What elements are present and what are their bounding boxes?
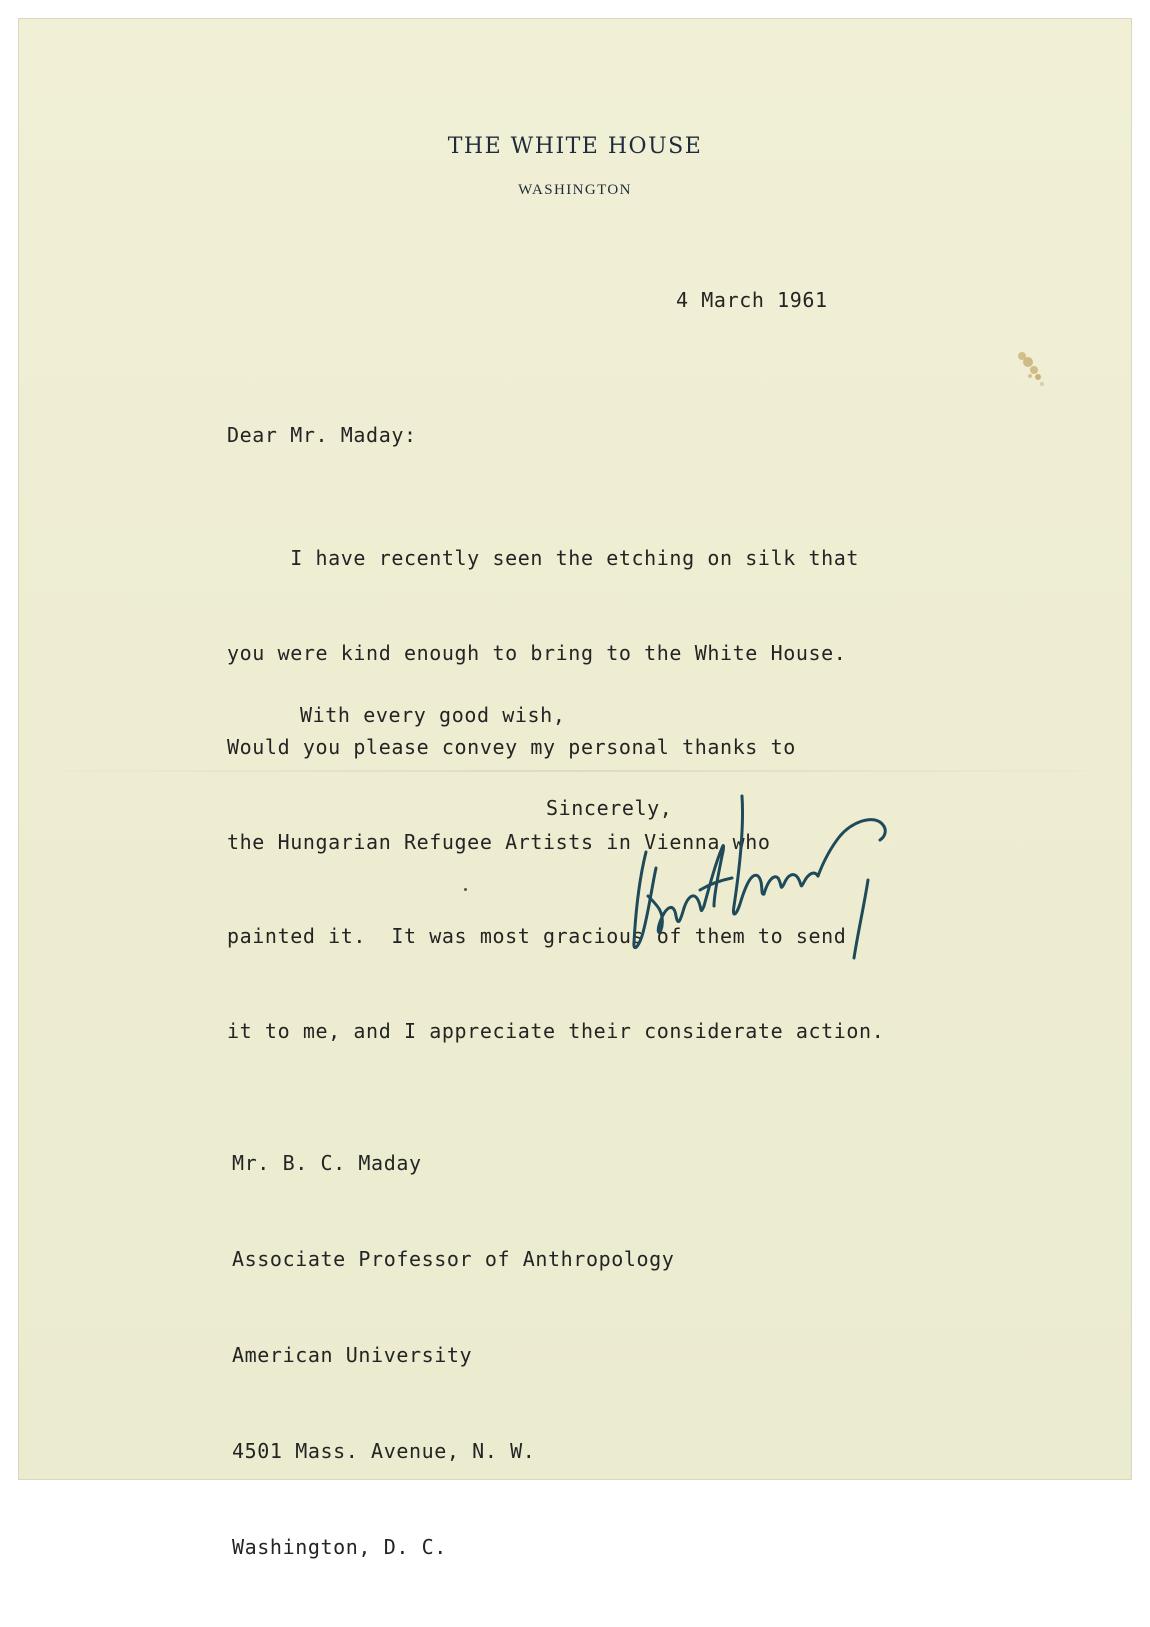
- letterhead-location: WASHINGTON: [518, 182, 632, 198]
- body-line: you were kind enough to bring to the White House.: [227, 640, 847, 665]
- body-line: the Hungarian Refugee Artists in Vienna who: [227, 829, 771, 854]
- recipient-title: Associate Professor of Anthropology: [232, 1247, 675, 1271]
- recipient-address: [232, 1083, 674, 1627]
- body-line: Would you please convey my personal thanks to: [227, 735, 796, 759]
- letterhead-title: THE WHITE HOUSE: [447, 134, 703, 159]
- salutation: Dear Mr. Maday:: [227, 423, 417, 447]
- recipient-institution: American University: [232, 1343, 473, 1367]
- body-line: painted it. It was most gracious of them to send: [227, 924, 847, 948]
- letter-page: [18, 18, 1132, 1559]
- recipient-name: Mr. B. C. Maday: [232, 1151, 422, 1175]
- letter-date: 4 March 1961: [676, 288, 828, 312]
- paper-stain: [1008, 346, 1048, 394]
- body-line: I have recently seen the etching on silk that: [227, 546, 860, 570]
- body-line: it to me, and I appreciate their considerate action.: [227, 1018, 885, 1043]
- sign-off: Sincerely,: [546, 796, 673, 820]
- recipient-city: Washington, D. C.: [232, 1535, 447, 1559]
- handwritten-signature: [618, 756, 898, 976]
- recipient-street: 4501 Mass. Avenue, N. W.: [232, 1439, 536, 1463]
- closing-line: With every good wish,: [300, 703, 566, 727]
